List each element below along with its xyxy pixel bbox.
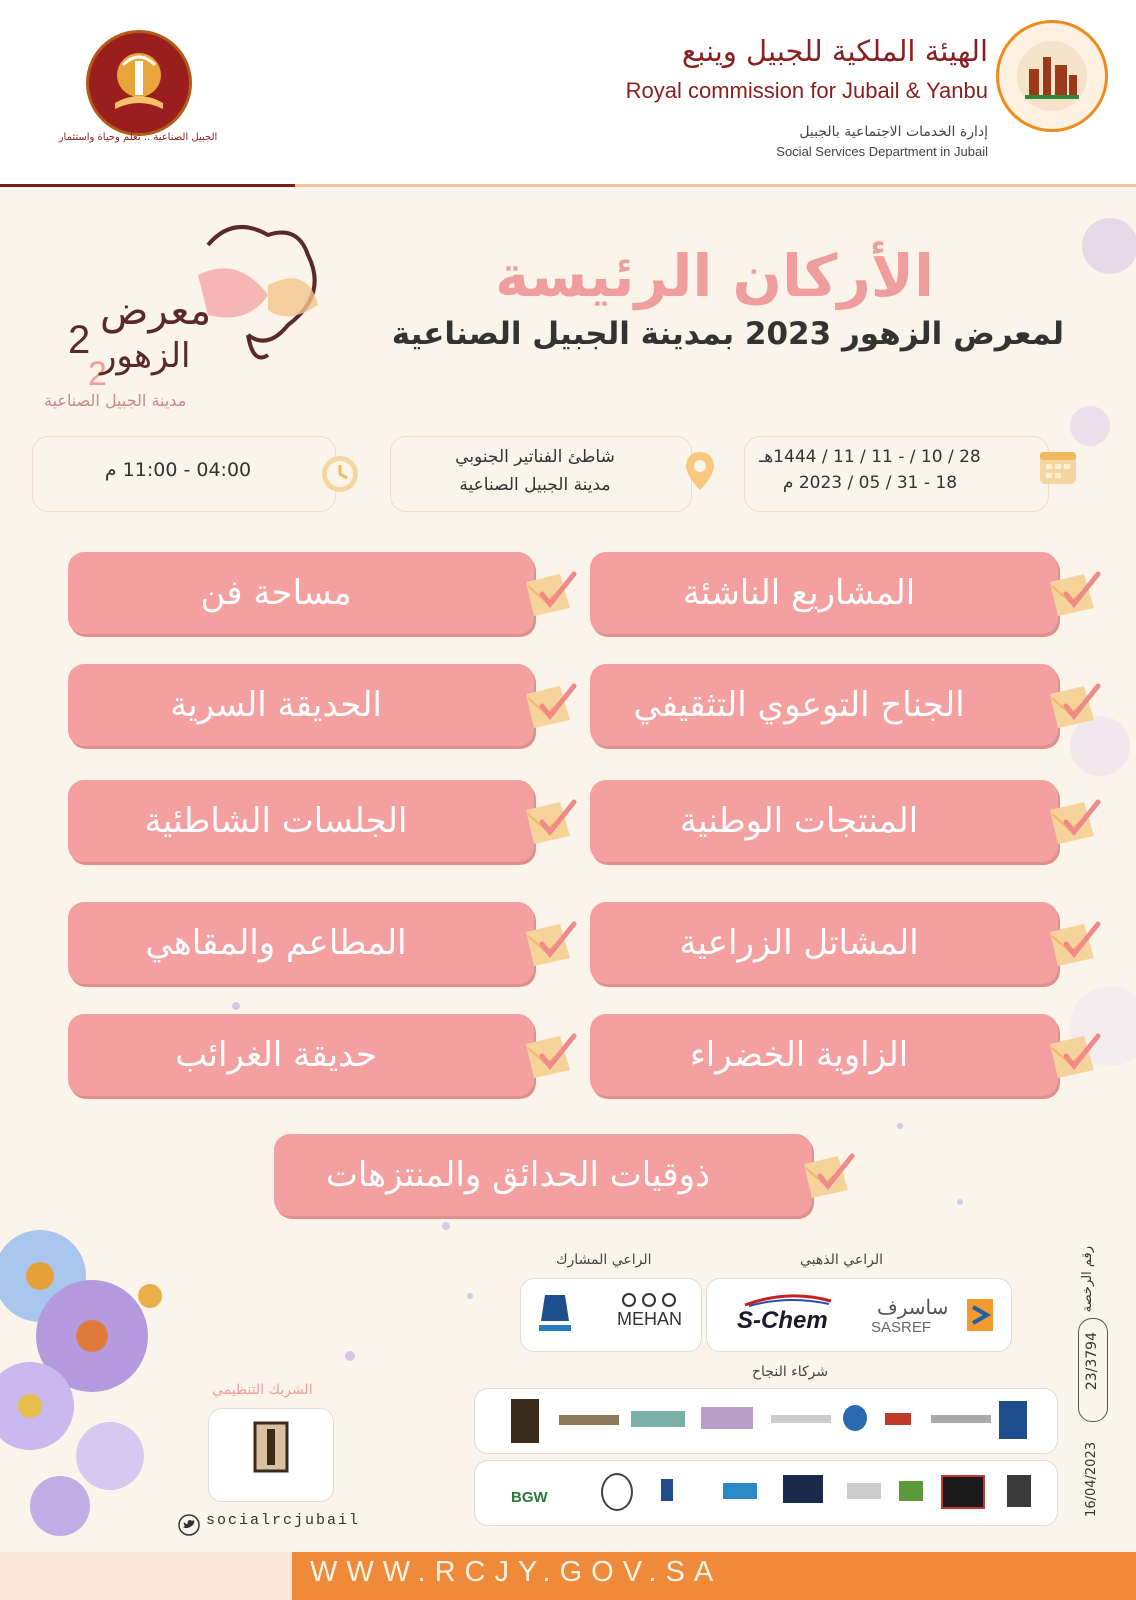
- expo-logo-word-2: الزهور: [100, 336, 191, 376]
- gold-sponsor-label: الراعي الذهبي: [800, 1252, 884, 1268]
- check-envelope-icon: [1044, 564, 1102, 622]
- corner-label: الحديقة السرية: [170, 685, 382, 725]
- time-box: [32, 436, 336, 512]
- location-box: [390, 436, 692, 512]
- time-range: 04:00 - 11:00 م: [104, 459, 252, 481]
- corner-card: [590, 902, 1058, 984]
- corner-label: المشاتل الزراعية: [679, 923, 919, 963]
- success-partners-row-2: [474, 1460, 1058, 1526]
- check-envelope-icon: [1044, 1026, 1102, 1084]
- org-partner-logo-icon: [249, 1419, 293, 1479]
- corner-label: الزاوية الخضراء: [689, 1035, 909, 1075]
- partner-logo-16: [899, 1481, 923, 1501]
- corner-card: [590, 780, 1058, 862]
- location-pin-icon: [684, 450, 716, 492]
- sasref-logo-arabic: ساسرف: [877, 1297, 949, 1319]
- rc-title-english: Royal commission for Jubail & Yanbu: [625, 78, 988, 103]
- partner-logo-1: [511, 1399, 539, 1443]
- corner-card: [590, 552, 1058, 634]
- saudi-emblem-icon: [996, 20, 1108, 132]
- partner-logo-13: [723, 1483, 757, 1499]
- clock-icon: [320, 454, 360, 494]
- corner-label: المشاريع الناشئة: [682, 573, 916, 613]
- header-divider-accent: [0, 184, 295, 187]
- corner-label: مساحة فن: [200, 573, 352, 613]
- svg-text:2: 2: [88, 355, 107, 393]
- check-envelope-icon: [1044, 792, 1102, 850]
- corner-label: ذوقيات الحدائق والمنتزهات: [325, 1155, 711, 1195]
- partner-logo-5: [771, 1415, 831, 1423]
- bgw-logo: BGW: [511, 1489, 548, 1506]
- corner-card: [68, 552, 534, 634]
- partner-logo-17: [941, 1475, 985, 1509]
- partner-sponsor-label: الراعي المشارك: [556, 1252, 652, 1268]
- partner-logo-9: [999, 1401, 1027, 1439]
- corner-label: المطاعم والمقاهي: [145, 923, 407, 963]
- location-line-1: شاطئ الفناتير الجنوبي: [455, 447, 615, 467]
- corner-label: المنتجات الوطنية: [679, 801, 919, 841]
- mehan-icon: [619, 1291, 679, 1309]
- date-gregorian: 18 - 31 / 05 / 2023 م: [782, 473, 958, 493]
- corner-card: [274, 1134, 812, 1216]
- date-hijri: 28 / 10 / - 11 / 11 / 1444هـ: [759, 447, 981, 467]
- sasref-icon: [965, 1297, 995, 1333]
- dept-title-arabic: إدارة الخدمات الاجتماعية بالجبيل: [799, 124, 988, 140]
- check-envelope-icon: [1044, 676, 1102, 734]
- corner-card: [590, 664, 1058, 746]
- corner-label: الجناح التوعوي التثقيفي: [633, 685, 965, 725]
- check-envelope-icon: [798, 1146, 856, 1204]
- check-envelope-icon: [520, 914, 578, 972]
- check-envelope-icon: [520, 564, 578, 622]
- rc-title-arabic: الهيئة الملكية للجبيل وينبع: [681, 34, 988, 68]
- partner-logo-6: [843, 1405, 867, 1431]
- partner-logo-18: [1007, 1475, 1031, 1507]
- corner-card: [68, 1014, 534, 1096]
- website-link[interactable]: WWW.RCJY.GOV.SA: [310, 1556, 723, 1588]
- partner-logo-3: [631, 1411, 685, 1427]
- check-envelope-icon: [1044, 914, 1102, 972]
- org-partner-logo: [208, 1408, 334, 1502]
- page-subtitle: لمعرض الزهور 2023 بمدينة الجبيل الصناعية: [391, 316, 1064, 352]
- partner-logo-7: [885, 1413, 911, 1425]
- dept-title-english: Social Services Department in Jubail: [776, 144, 988, 159]
- partner-logo-4: [701, 1407, 753, 1429]
- footer-left-band: [0, 1552, 292, 1600]
- partner-logo-14: [783, 1475, 823, 1503]
- left-logo-caption: الجبيل الصناعية .. تعلم وحياة واستثمار: [58, 132, 218, 143]
- gold-sponsor-logos: [706, 1278, 1012, 1352]
- jubail-city-logo-icon: [86, 30, 192, 136]
- check-envelope-icon: [520, 676, 578, 734]
- date-box: [744, 436, 1049, 512]
- partner-logo-8: [931, 1415, 991, 1423]
- location-line-2: مدينة الجبيل الصناعية: [459, 475, 611, 495]
- partner-logo-2: [559, 1415, 619, 1425]
- page-title: الأركان الرئيسة: [494, 242, 934, 310]
- expo-logo-word-1: معرض: [100, 288, 212, 334]
- partner-logo-11: [601, 1473, 633, 1511]
- svg-text:2: 2: [68, 318, 91, 362]
- corner-card: [590, 1014, 1058, 1096]
- check-envelope-icon: [520, 792, 578, 850]
- sasref-logo-english: SASREF: [871, 1319, 932, 1336]
- permit-number: 23/3794: [1084, 1332, 1100, 1391]
- twitter-icon[interactable]: [178, 1514, 200, 1536]
- social-handle[interactable]: socialrcjubail: [206, 1512, 361, 1529]
- expo-logo-subtitle: مدينة الجبيل الصناعية: [44, 391, 187, 410]
- mehan-logo: MEHAN: [617, 1309, 683, 1329]
- schem-swoosh-icon: [743, 1293, 833, 1307]
- corner-card: [68, 902, 534, 984]
- success-partners-row-1: [474, 1388, 1058, 1454]
- check-envelope-icon: [520, 1026, 578, 1084]
- org-partner-label: الشريك التنظيمي: [212, 1382, 313, 1398]
- permit-date: 16/04/2023: [1084, 1442, 1099, 1517]
- calendar-icon: [1038, 446, 1078, 486]
- corner-label: حديقة الغرائب: [175, 1035, 377, 1075]
- partner-sponsor-logos: [520, 1278, 702, 1352]
- partner-logo-12: [661, 1479, 673, 1501]
- corner-card: [68, 780, 534, 862]
- corner-card: [68, 664, 534, 746]
- permit-label: رقم الرخصة: [1080, 1246, 1095, 1313]
- schem-logo: S-Chem: [737, 1307, 828, 1334]
- partner-ship-logo-icon: [535, 1291, 575, 1337]
- success-partners-label: شركاء النجاح: [752, 1364, 829, 1380]
- corner-label: الجلسات الشاطئية: [144, 801, 408, 841]
- partner-logo-15: [847, 1483, 881, 1499]
